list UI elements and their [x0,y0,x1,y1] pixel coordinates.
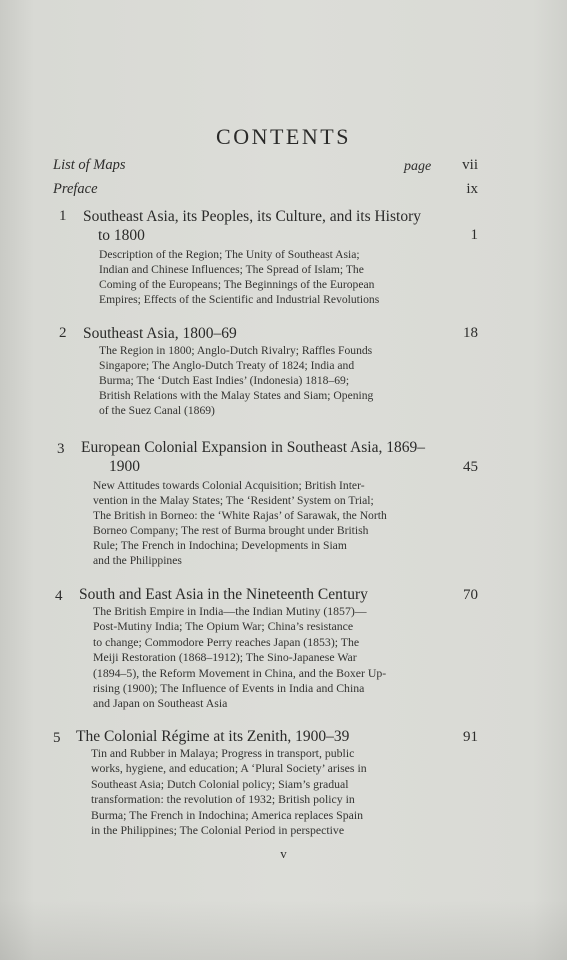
chapter-1-title-line-2: to 1800 [98,227,145,244]
page-folio: v [280,846,287,861]
chapter-2-desc-line: British Relations with the Malay States and Siam; Opening [99,389,374,403]
chapter-1-desc-line: Description of the Region; The Unity of Southeast Asia; [99,248,360,261]
chapter-5-description [91,746,435,838]
chapter-1-title [83,207,421,245]
chapter-5-page: 91 [463,729,478,745]
chapter-3-number: 3 [57,441,65,457]
chapter-4-desc-line: to change; Commodore Perry reaches Japan (1853); The [93,634,360,649]
chapter-5-title [76,727,349,746]
chapter-1-desc-line: Empires; Effects of the Scientific and Industrial Revolutions [99,293,380,307]
chapter-5-desc-line: transformation: the revolution of 1932; British policy in [91,792,355,807]
page-shading [0,900,567,960]
chapter-3-desc-line: The British in Borneo: the ‘White Rajas’ of Sarawak, the North [93,509,387,523]
chapter-4-title-line-1: South and East Asia in the Nineteenth Century [79,586,368,603]
chapter-4-page: 70 [463,587,478,603]
chapter-5-desc-line: Burma; The French in Indochina; America replaces Spain [91,807,364,822]
chapter-2-desc-line: The Region in 1800; Anglo-Dutch Rivalry; Raffles Founds [99,344,373,357]
chapter-3-desc-line: and the Philippines [93,554,182,568]
chapter-2-desc-line: of the Suez Canal (1869) [99,404,215,418]
chapter-4-desc-line: Meiji Restoration (1868–1912); The Sino-Japanese War [93,650,357,665]
chapter-1-page: 1 [470,227,478,243]
chapter-3-title-line-2: 1900 [109,458,140,475]
chapter-2-title [83,324,237,343]
chapter-3-desc-line: Borneo Company; The rest of Burma brought under British [93,524,369,538]
chapter-2-number: 2 [59,325,67,341]
chapter-4-number: 4 [55,588,63,604]
chapter-3-description [93,478,433,569]
list-of-maps-label: List of Maps [53,157,126,173]
chapter-1-desc-line: Indian and Chinese Influences; The Spread of Islam; The [99,263,364,277]
chapter-4-desc-line: The British Empire in India—the Indian Mutiny (1857)— [93,604,367,618]
chapter-2-desc-line: Singapore; The Anglo-Dutch Treaty of 1824; India and [99,359,355,373]
chapter-1-title-line-1: Southeast Asia, its Peoples, its Culture, and its History [83,208,421,225]
chapter-5-desc-line: in the Philippines; The Colonial Period in perspective [91,823,345,838]
chapter-1-desc-line: Coming of the Europeans; The Beginnings of the European [99,278,375,292]
chapter-2-desc-line: Burma; The ‘Dutch East Indies’ (Indonesia) 1818–69; [99,374,350,388]
preface-page: ix [466,181,478,197]
chapter-5-title-line-1: The Colonial Régime at its Zenith, 1900–39 [76,728,350,745]
chapter-1-description [99,247,433,307]
chapter-4-desc-line: rising (1900); The Influence of Events in India and China [93,681,365,696]
chapter-3-page: 45 [463,459,478,475]
chapter-3-title-line-1: European Colonial Expansion in Southeast Asia, 1869– [81,439,425,456]
chapter-5-desc-line: Southeast Asia; Dutch Colonial policy; Siam’s gradual [91,776,349,791]
chapter-4-title [79,585,368,604]
chapter-2-description [99,343,433,418]
chapter-5-number: 5 [53,730,61,746]
preface-label: Preface [53,181,98,197]
chapter-2-page: 18 [463,325,478,341]
chapter-4-desc-line: and Japan on Southeast Asia [93,696,228,711]
chapter-5-desc-line: Tin and Rubber in Malaya; Progress in transport, public [91,746,355,760]
page-column-label: page [404,159,432,174]
chapter-4-desc-line: (1894–5), the Reform Movement in China, and the Boxer Up- [93,665,387,680]
chapter-3-desc-line: vention in the Malay States; The ‘Resident’ System on Trial; [93,494,374,508]
chapter-3-title [81,438,425,476]
chapter-3-desc-line: Rule; The French in Indochina; Developments in Siam [93,539,347,553]
chapter-5-desc-line: works, hygiene, and education; A ‘Plural Society’ arises in [91,761,367,776]
list-of-maps-page: vii [462,157,478,173]
page-title: CONTENTS [216,124,351,149]
chapter-1-number: 1 [59,208,67,224]
chapter-2-title-line-1: Southeast Asia, 1800–69 [83,325,237,342]
chapter-3-desc-line: New Attitudes towards Colonial Acquisition; British Inter- [93,479,365,492]
chapter-4-desc-line: Post-Mutiny India; The Opium War; China’s resistance [93,619,354,634]
chapter-4-description [93,604,435,712]
